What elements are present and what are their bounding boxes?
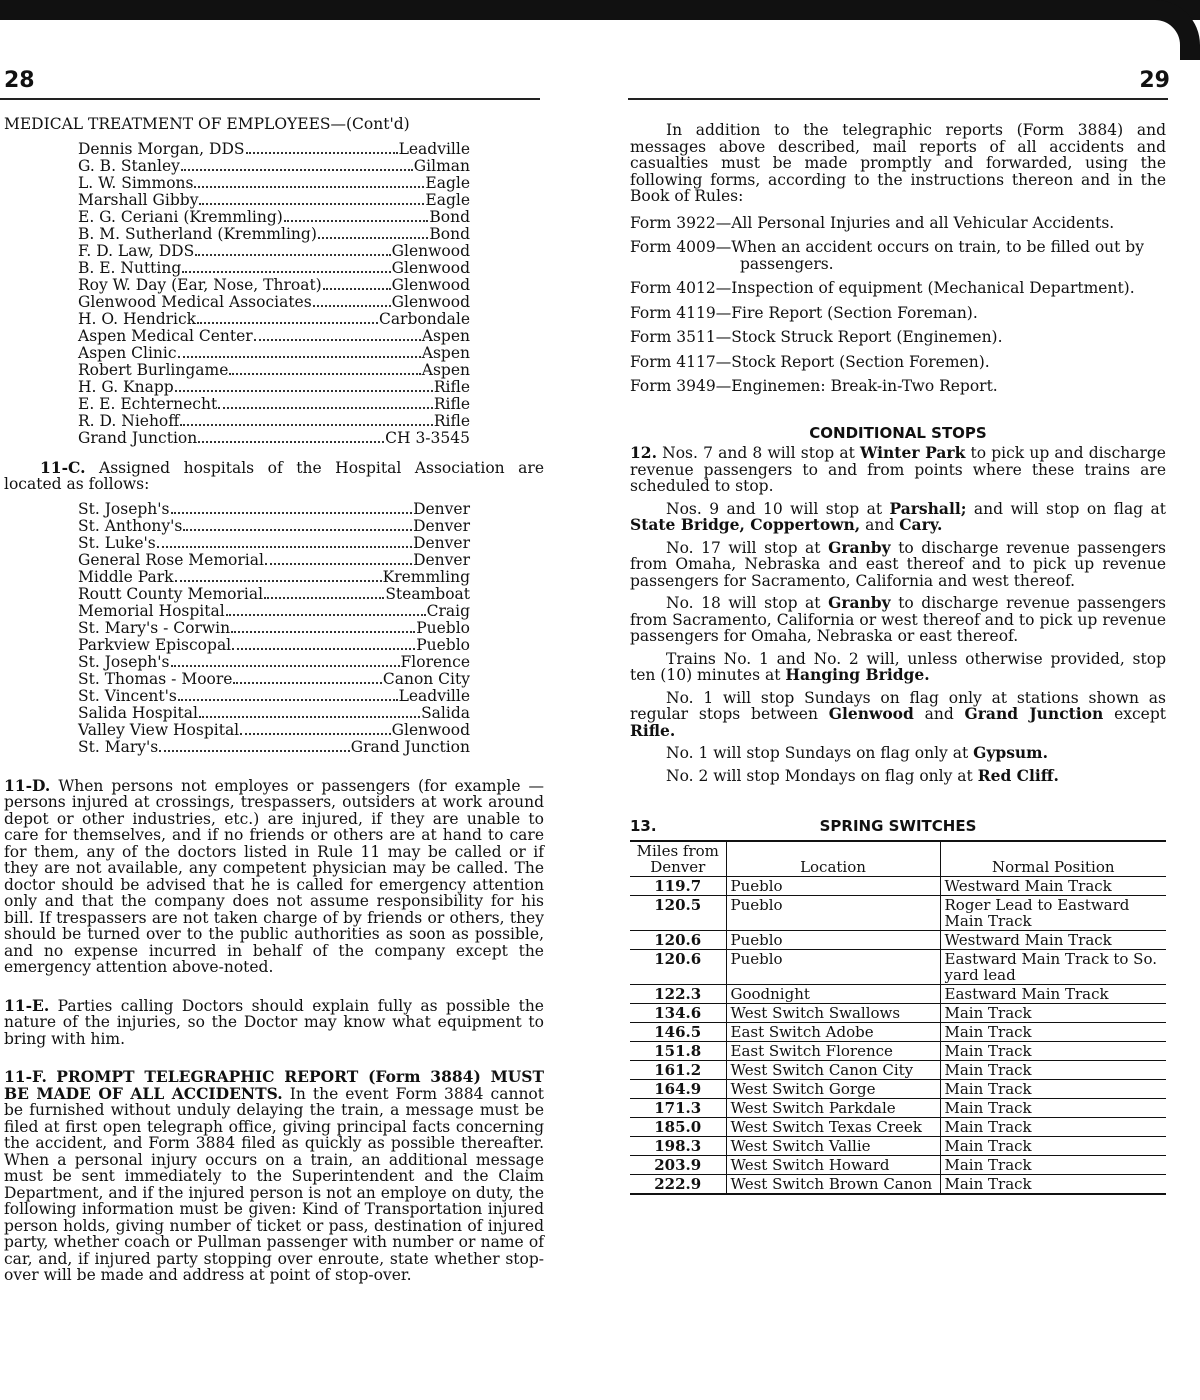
hospital-entry-name: St. Mary's - Corwin [78, 618, 231, 637]
doctor-entry-name: Robert Burlingame [78, 360, 229, 379]
dot-leader [197, 322, 378, 324]
cell-normal-position: Main Track [940, 1118, 1166, 1137]
doctor-entry-name: E. E. Echternecht [78, 394, 218, 413]
hospital-entry [78, 620, 470, 637]
hospital-entry-name: Middle Park [78, 567, 174, 586]
cell-miles: 120.6 [630, 950, 726, 985]
cell-location: West Switch Canon City [726, 1061, 940, 1080]
header-normal-position: Normal Position [940, 841, 1166, 877]
doctor-entry [78, 379, 470, 396]
form-description: All Personal Injuries and all Vehicular Accidents. [731, 213, 1115, 232]
cell-normal-position: Main Track [940, 1080, 1166, 1099]
form-description: Enginemen: Break-in-Two Report. [731, 377, 998, 395]
doctor-entry-name: Roy W. Day (Ear, Nose, Throat) [78, 275, 322, 294]
em-dash: — [715, 213, 732, 232]
hospital-entry-name: St. Mary's [78, 737, 159, 756]
dot-leader [195, 254, 390, 256]
doctor-entry [78, 158, 470, 175]
cell-miles: 222.9 [630, 1175, 726, 1195]
switch-table-body [630, 877, 1166, 1195]
cell-normal-position: Westward Main Track [940, 931, 1166, 950]
form-description: Fire Report (Section Foreman). [731, 303, 978, 322]
form-number: Form 3922 [630, 213, 716, 232]
cell-miles: 198.3 [630, 1137, 726, 1156]
hospital-entry-place: Steamboat [385, 584, 470, 603]
cell-miles: 119.7 [630, 877, 726, 896]
doctor-list [78, 141, 470, 447]
spring-switches-heading: SPRING SWITCHES [819, 817, 977, 835]
doctor-entry-name: F. D. Law, DDS [78, 241, 195, 260]
dot-leader [194, 186, 424, 188]
dot-leader [171, 665, 400, 667]
em-dash: — [715, 352, 732, 371]
table-row [630, 877, 1166, 896]
table-row [630, 1004, 1166, 1023]
hospital-entry-place: Denver [413, 550, 470, 569]
doctor-entry-place: Rifle [433, 394, 470, 413]
stop-no-2-red-cliff: No. 2 will stop Mondays on flag only at Red Cliff. [666, 765, 1059, 785]
dot-leader [175, 390, 433, 392]
table-header-row [630, 841, 1166, 877]
hospital-entry-name: St. Anthony's [78, 516, 183, 535]
doctor-entry-name: R. D. Niehoff [78, 411, 180, 430]
dot-leader [323, 288, 391, 290]
doctor-entry-place: Glenwood [391, 258, 470, 277]
hospital-entry-place: Craig [426, 601, 470, 620]
cell-miles: 164.9 [630, 1080, 726, 1099]
doctor-entry [78, 345, 470, 362]
doctor-entry-place: Gilman [413, 156, 470, 175]
page-number-right: 29 [1139, 68, 1170, 93]
dot-leader [178, 699, 398, 701]
doctor-entry-name: B. M. Sutherland (Kremmling) [78, 224, 317, 243]
dot-leader [226, 614, 426, 616]
dot-leader [182, 271, 390, 273]
hospital-entry-name: St. Joseph's [78, 499, 170, 518]
cell-location: Pueblo [726, 950, 940, 985]
doctor-entry [78, 430, 470, 447]
cell-location: West Switch Swallows [726, 1004, 940, 1023]
cell-normal-position: Westward Main Track [940, 877, 1166, 896]
em-dash: — [715, 279, 732, 297]
dot-leader [175, 580, 382, 582]
hospital-entry-place: Canon City [382, 669, 470, 688]
cell-location: East Switch Adobe [726, 1023, 940, 1042]
table-row [630, 896, 1166, 931]
doctor-entry [78, 243, 470, 260]
hospital-entry [78, 586, 470, 603]
dot-leader [183, 529, 412, 531]
doctor-entry [78, 396, 470, 413]
hospital-entry-name: St. Vincent's [78, 686, 177, 705]
cell-normal-position: Main Track [940, 1175, 1166, 1195]
dot-leader [284, 220, 429, 222]
form-description: Inspection of equipment (Mechanical Department). [731, 279, 1135, 297]
cell-location: West Switch Vallie [726, 1137, 940, 1156]
form-number: Form 4117 [630, 352, 716, 371]
cell-miles: 203.9 [630, 1156, 726, 1175]
section-title: MEDICAL TREATMENT OF EMPLOYEES—(Cont'd) [4, 115, 410, 133]
dot-leader [240, 733, 391, 735]
hospital-entry-place: Kremmling [382, 567, 470, 586]
cell-location: Goodnight [726, 985, 940, 1004]
dot-leader [199, 716, 420, 718]
hospital-entry [78, 654, 470, 671]
hospital-entry [78, 501, 470, 518]
cell-location: Pueblo [726, 877, 940, 896]
hospital-entry-name: St. Luke's [78, 533, 156, 552]
doctor-entry-place: Eagle [425, 190, 470, 209]
doctor-entry-place: Glenwood [391, 292, 470, 311]
hospital-entry [78, 518, 470, 535]
hospital-entry-place: Florence [400, 652, 470, 671]
cell-miles: 146.5 [630, 1023, 726, 1042]
rule-11c: 11-C. Assigned hospitals of the Hospital Association are located as follows: [4, 457, 544, 493]
doctor-entry [78, 311, 470, 328]
form-entry [630, 239, 1166, 272]
header-miles: Miles from Denver [630, 841, 726, 877]
stop-no-17: No. 17 will stop at Granby to discharge revenue passengers from Omaha, Nebraska and east thereof and to pick up revenue passengers for Sacramento, California and west thereof. [630, 537, 1166, 590]
header-rule-left [0, 98, 540, 100]
dot-leader [318, 237, 428, 239]
doctor-entry-place: Aspen [421, 326, 470, 345]
dot-leader [178, 356, 421, 358]
table-row [630, 1156, 1166, 1175]
form-number: Form 4119 [630, 303, 716, 322]
doctor-entry-name: Aspen Medical Center [78, 326, 253, 345]
hospital-entry [78, 671, 470, 688]
cell-normal-position: Roger Lead to Eastward Main Track [940, 896, 1166, 931]
cell-normal-position: Eastward Main Track to So. yard lead [940, 950, 1166, 985]
hospital-entry-name: St. Thomas - Moore [78, 669, 233, 688]
doctor-entry-place: Glenwood [391, 275, 470, 294]
hospital-entry [78, 739, 470, 756]
doctor-entry [78, 294, 470, 311]
form-entry [630, 215, 1166, 232]
cell-miles: 151.8 [630, 1042, 726, 1061]
cell-location: West Switch Howard [726, 1156, 940, 1175]
form-entry [630, 280, 1166, 297]
dot-leader [246, 152, 398, 154]
doctor-entry-place: Rifle [433, 377, 470, 396]
doctor-entry [78, 413, 470, 430]
doctor-entry-place: Bond [429, 224, 470, 243]
dot-leader [198, 441, 384, 443]
doctor-entry-place: Bond [429, 207, 470, 226]
doctor-entry-place: Eagle [425, 173, 470, 192]
doctor-entry-place: Leadville [398, 139, 470, 158]
hospital-entry [78, 637, 470, 654]
stop-trains-1-2: Trains No. 1 and No. 2 will, unless otherwise provided, stop ten (10) minutes at Hanging Bridge. [630, 649, 1166, 684]
doctor-entry-name: E. G. Ceriani (Kremmling) [78, 207, 283, 226]
doctor-entry [78, 209, 470, 226]
dot-leader [181, 169, 413, 171]
dot-leader [265, 563, 412, 565]
cell-normal-position: Main Track [940, 1137, 1166, 1156]
em-dash: — [715, 238, 732, 256]
stop-no-18: No. 18 will stop at Granby to discharge revenue passengers from Sacramento, California or west thereof and to pick up revenue passengers for Omaha, Nebraska or east thereof. [630, 593, 1166, 645]
cell-normal-position: Main Track [940, 1156, 1166, 1175]
hospital-entry [78, 688, 470, 705]
doctor-entry-name: Grand Junction [78, 428, 198, 447]
cell-location: West Switch Brown Canon [726, 1175, 940, 1195]
form-entry [630, 329, 1166, 346]
stop-no-1-sundays: No. 1 will stop Sundays on flag only at stations shown as regular stops between Glenwood and Grand Junction except Rifle. [630, 688, 1166, 740]
header-rule-right [628, 98, 1168, 100]
doctor-entry-name: Aspen Clinic [78, 343, 177, 362]
hospital-list [78, 501, 470, 756]
em-dash: — [715, 377, 732, 395]
form-entry [630, 305, 1166, 322]
hospital-entry-name: Routt County Memorial [78, 584, 264, 603]
rule-11f: 11-F. PROMPT TELEGRAPHIC REPORT (Form 3884) MUST BE MADE OF ALL ACCIDENTS. In the event Form 3884 cannot be furnished without unduly delaying the train, a message must be filed at first open telegraph office, giving principal facts concerning the accident, and Form 3884 filed as quickly as possible thereafter. When a personal injury occurs on a train, an additional message must be sent immediately to the Superintendent and the Claim Department, and if the injured person is not an employe on duty, the following information must be given: Kind of Transportation injured person holds, giving number of ticket or pass, destination of injured party, whether coach or Pullman passenger with number or name of car, and, if injured party stopping over enroute, state whether stop-over will be made and address at point of stop-over. [4, 1067, 544, 1284]
cell-miles: 120.5 [630, 896, 726, 931]
hospital-entry-place: Pueblo [416, 635, 470, 654]
hospital-entry-place: Leadville [398, 686, 470, 705]
cell-miles: 161.2 [630, 1061, 726, 1080]
left-column [4, 116, 544, 1284]
dot-leader [233, 682, 381, 684]
doctor-entry-name: Glenwood Medical Associates [78, 292, 312, 311]
hospital-entry-place: Denver [413, 533, 470, 552]
table-row [630, 1023, 1166, 1042]
doctor-entry-name: Marshall Gibby [78, 190, 199, 209]
dot-leader [254, 339, 421, 341]
doctor-entry-name: H. O. Hendrick [78, 309, 197, 328]
cell-miles: 120.6 [630, 931, 726, 950]
cell-normal-position: Main Track [940, 1023, 1166, 1042]
doctor-entry-place: CH 3-3545 [385, 428, 470, 447]
table-row [630, 1137, 1166, 1156]
hospital-entry-place: Pueblo [416, 618, 470, 637]
cell-miles: 171.3 [630, 1099, 726, 1118]
stop-rule-12: 12. Nos. 7 and 8 will stop at Winter Park to pick up and discharge revenue passengers to and from points where these trains are scheduled to stop. [630, 443, 1166, 495]
cell-location: Pueblo [726, 896, 940, 931]
doctor-entry [78, 362, 470, 379]
form-entry [630, 378, 1166, 395]
hospital-entry-place: Glenwood [391, 720, 470, 739]
em-dash: — [715, 303, 732, 322]
dot-leader [199, 203, 424, 205]
doctor-entry-name: H. G. Knapp [78, 377, 174, 396]
form-list [630, 215, 1166, 395]
hospital-entry [78, 603, 470, 620]
doctor-entry-place: Aspen [421, 343, 470, 362]
hospital-entry-place: Denver [413, 499, 470, 518]
hospital-entry [78, 722, 470, 739]
stop-nos-9-10: Nos. 9 and 10 will stop at Parshall; and will stop on flag at State Bridge, Coppertown, and Cary. [630, 498, 1166, 534]
cell-normal-position: Main Track [940, 1004, 1166, 1023]
dot-leader [157, 546, 412, 548]
hospital-entry-name: Parkview Episcopal [78, 635, 232, 654]
hospital-entry-place: Denver [413, 516, 470, 535]
doctor-entry-place: Rifle [433, 411, 470, 430]
doctor-entry-name: G. B. Stanley [78, 156, 180, 175]
spring-switches-table [630, 840, 1166, 1195]
right-column [630, 122, 1166, 1195]
dot-leader [218, 407, 433, 409]
dot-leader [232, 648, 415, 650]
table-row [630, 1061, 1166, 1080]
stop-no-1-gypsum: No. 1 will stop Sundays on flag only at Gypsum. [666, 743, 1048, 762]
doctor-entry-place: Glenwood [391, 241, 470, 260]
page-top-border [0, 0, 1200, 20]
cell-normal-position: Main Track [940, 1061, 1166, 1080]
hospital-entry [78, 569, 470, 586]
doctor-entry [78, 226, 470, 243]
dot-leader [180, 424, 433, 426]
table-row [630, 931, 1166, 950]
form-number: Form 4012 [630, 279, 716, 297]
form-description: When an accident occurs on train, to be filled out by passengers. [731, 238, 1144, 273]
doctor-entry-name: B. E. Nutting [78, 258, 182, 277]
cell-normal-position: Main Track [940, 1042, 1166, 1061]
rule-11d: 11-D. When persons not employes or passengers (for example —persons injured at crossings, trespassers, outsiders at work around depot or other industries, etc.) are injured, if they are unable to care for themselves, and if no friends or others are at hand to care for them, any of the doctors listed in Rule 11 may be called or if they are not available, any competent physician may be called. The doctor should be advised that he is called for emergency attention only and that the company does not assume responsibility for his bill. If trespassers are not taken charge of by friends or others, they should be turned over to the public authorities as soon as possible, and no expense incurred in behalf of the company except the emergency attention above-noted. [4, 775, 544, 976]
dot-leader [313, 305, 391, 307]
table-row [630, 985, 1166, 1004]
cell-location: Pueblo [726, 931, 940, 950]
page-number-left: 28 [4, 68, 35, 93]
dot-leader [229, 373, 420, 375]
table-row [630, 1099, 1166, 1118]
header-location: Location [726, 841, 940, 877]
spring-switches-heading-row [630, 818, 1166, 838]
table-row [630, 1080, 1166, 1099]
table-row [630, 1118, 1166, 1137]
form-description: Stock Struck Report (Enginemen). [731, 328, 1003, 346]
hospital-entry-place: Salida [421, 703, 470, 722]
conditional-stops-heading: CONDITIONAL STOPS [809, 423, 987, 442]
doctor-entry [78, 141, 470, 158]
hospital-entry-name: Valley View Hospital [78, 720, 240, 739]
hospital-entry-name: Salida Hospital [78, 703, 198, 722]
doctor-entry [78, 260, 470, 277]
rule-13-label: 13. [630, 817, 657, 835]
em-dash: — [715, 328, 732, 346]
doctor-entry-name: Dennis Morgan, DDS [78, 139, 245, 158]
form-entry [630, 354, 1166, 371]
cell-normal-position: Eastward Main Track [940, 985, 1166, 1004]
table-row [630, 950, 1166, 985]
hospital-entry [78, 535, 470, 552]
doctor-entry [78, 192, 470, 209]
doctor-entry-name: L. W. Simmons [78, 173, 194, 192]
cell-location: West Switch Parkdale [726, 1099, 940, 1118]
cell-location: West Switch Texas Creek [726, 1118, 940, 1137]
cell-miles: 185.0 [630, 1118, 726, 1137]
hospital-entry-name: St. Joseph's [78, 652, 170, 671]
cell-location: West Switch Gorge [726, 1080, 940, 1099]
cell-location: East Switch Florence [726, 1042, 940, 1061]
doctor-entry [78, 175, 470, 192]
dot-leader [159, 750, 350, 752]
doctor-entry [78, 277, 470, 294]
hospital-entry-place: Grand Junction [350, 737, 470, 756]
hospital-entry [78, 705, 470, 722]
hospital-entry [78, 552, 470, 569]
dot-leader [231, 631, 415, 633]
hospital-entry-name: Memorial Hospital [78, 601, 225, 620]
form-number: Form 3949 [630, 377, 716, 395]
form-description: Stock Report (Section Foremen). [731, 352, 990, 371]
table-row [630, 1175, 1166, 1195]
cell-miles: 134.6 [630, 1004, 726, 1023]
cell-normal-position: Main Track [940, 1099, 1166, 1118]
forms-intro: In addition to the telegraphic reports (Form 3884) and messages above described, mail reports of all accidents and casualties must be made promptly and forwarded, using the following forms, according to the instructions thereon and in the Book of Rules: [630, 121, 1166, 205]
hospital-entry-name: General Rose Memorial [78, 550, 264, 569]
table-row [630, 1042, 1166, 1061]
doctor-entry [78, 328, 470, 345]
doctor-entry-place: Carbondale [378, 309, 470, 328]
form-number: Form 3511 [630, 328, 716, 346]
doctor-entry-place: Aspen [421, 360, 470, 379]
cell-miles: 122.3 [630, 985, 726, 1004]
dot-leader [264, 597, 384, 599]
rule-11e: 11-E. Parties calling Doctors should explain fully as possible the nature of the injuries, so the Doctor may know what equipment to bring with him. [4, 995, 544, 1048]
form-number: Form 4009 [630, 238, 716, 256]
dot-leader [171, 512, 413, 514]
